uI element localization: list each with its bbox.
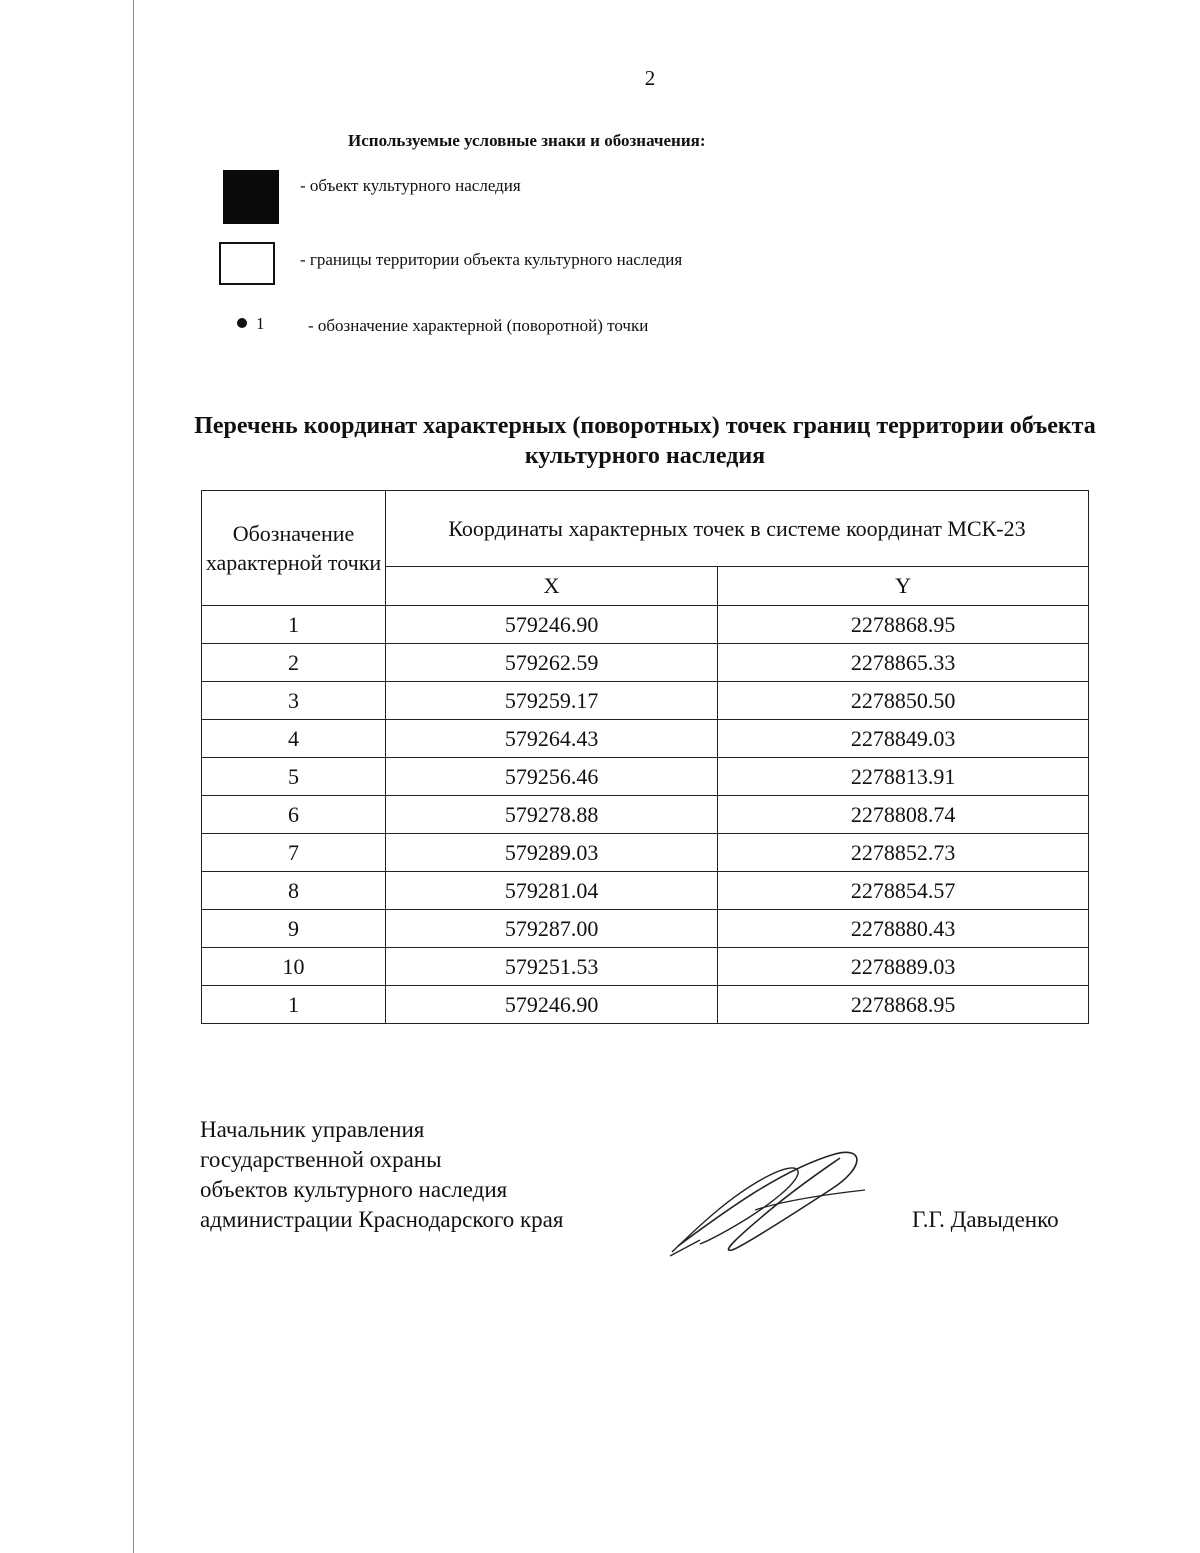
header-coordinates-group: Координаты характерных точек в системе координат МСК-23 (386, 491, 1089, 567)
table-row (202, 796, 1089, 834)
point-cell: 1 (202, 606, 386, 644)
y-cell: 2278850.50 (718, 682, 1089, 720)
position-line: государственной охраны (200, 1147, 442, 1172)
position-line: объектов культурного наследия (200, 1177, 508, 1202)
point-cell: 7 (202, 834, 386, 872)
x-cell: 579287.00 (386, 910, 718, 948)
x-cell: 579289.03 (386, 834, 718, 872)
table-row (202, 910, 1089, 948)
y-cell: 2278849.03 (718, 720, 1089, 758)
header-y: Y (718, 567, 1089, 606)
header-x: X (386, 567, 718, 606)
y-cell: 2278808.74 (718, 796, 1089, 834)
handwritten-signature (660, 1140, 880, 1260)
x-cell: 579278.88 (386, 796, 718, 834)
x-cell: 579256.46 (386, 758, 718, 796)
coordinates-table (201, 490, 1089, 1024)
x-cell: 579281.04 (386, 872, 718, 910)
table-row (202, 872, 1089, 910)
y-cell: 2278852.73 (718, 834, 1089, 872)
legend-title: Используемые условные знаки и обозначения: (348, 131, 706, 150)
position-line: Начальник управления (200, 1117, 425, 1142)
y-cell: 2278868.95 (718, 606, 1089, 644)
table-row (202, 644, 1089, 682)
document-heading: Перечень координат характерных (поворотных) точек границ территории объекта культурного наследия (194, 413, 1096, 469)
table-row (202, 948, 1089, 986)
legend-item-territory-boundary: - границы территории объекта культурного наследия (300, 250, 683, 269)
table-row (202, 986, 1089, 1024)
point-marker-label: 1 (256, 314, 265, 333)
point-cell: 9 (202, 910, 386, 948)
point-cell: 2 (202, 644, 386, 682)
y-cell: 2278854.57 (718, 872, 1089, 910)
x-cell: 579251.53 (386, 948, 718, 986)
x-cell: 579262.59 (386, 644, 718, 682)
table-row (202, 758, 1089, 796)
y-cell: 2278868.95 (718, 986, 1089, 1024)
point-cell: 4 (202, 720, 386, 758)
point-cell: 1 (202, 986, 386, 1024)
point-marker-icon (237, 318, 247, 328)
point-cell: 8 (202, 872, 386, 910)
legend-item-turning-point: - обозначение характерной (поворотной) точки (308, 316, 649, 335)
position-line: администрации Краснодарского края (200, 1207, 564, 1232)
page-margin-line (133, 0, 134, 1553)
x-cell: 579246.90 (386, 986, 718, 1024)
signer-name: Г.Г. Давыденко (912, 1207, 1059, 1232)
y-cell: 2278889.03 (718, 948, 1089, 986)
x-cell: 579259.17 (386, 682, 718, 720)
y-cell: 2278880.43 (718, 910, 1089, 948)
signatory-position (200, 1115, 563, 1235)
page-number: 2 (644, 66, 656, 90)
point-cell: 6 (202, 796, 386, 834)
y-cell: 2278813.91 (718, 758, 1089, 796)
outlined-rectangle-icon (219, 242, 275, 285)
x-cell: 579246.90 (386, 606, 718, 644)
table-row (202, 682, 1089, 720)
legend-item-heritage-object: - объект культурного наследия (300, 176, 521, 195)
table-row (202, 606, 1089, 644)
filled-square-icon (223, 170, 279, 224)
point-cell: 10 (202, 948, 386, 986)
y-cell: 2278865.33 (718, 644, 1089, 682)
point-cell: 5 (202, 758, 386, 796)
x-cell: 579264.43 (386, 720, 718, 758)
point-cell: 3 (202, 682, 386, 720)
table-row (202, 834, 1089, 872)
table-row (202, 720, 1089, 758)
header-designation: Обозначение характерной точки (202, 491, 386, 606)
